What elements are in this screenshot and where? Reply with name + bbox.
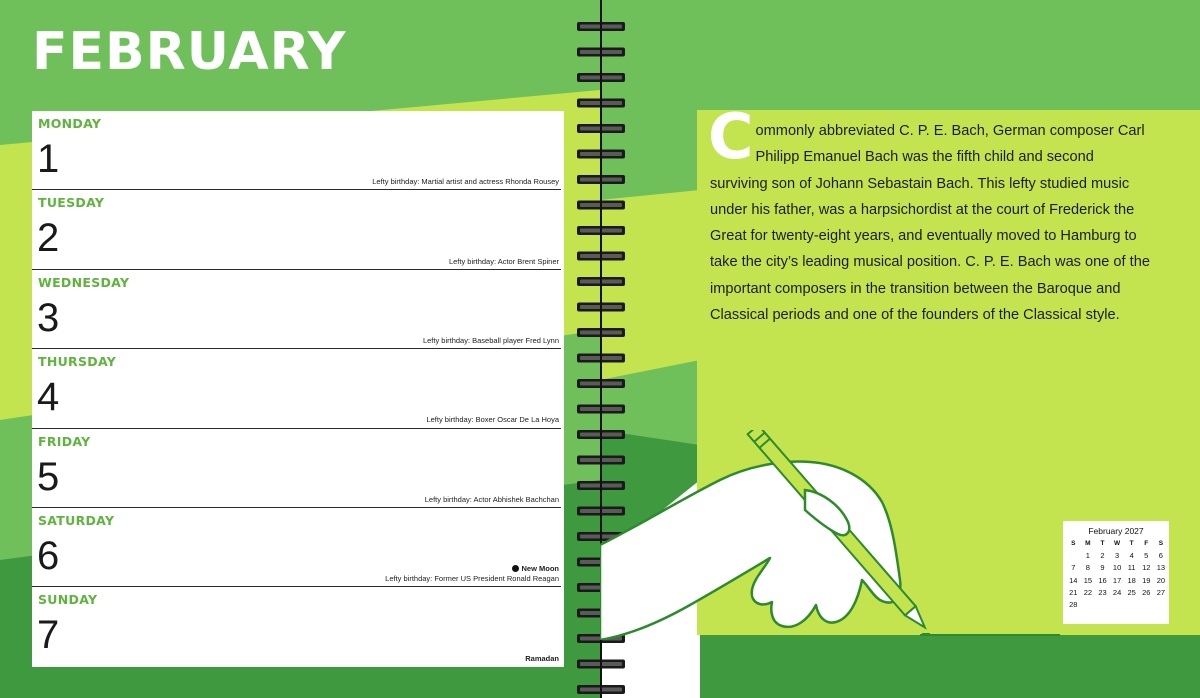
mini-calendar-weekday: T: [1100, 540, 1105, 547]
mini-calendar-date[interactable]: 19: [1142, 575, 1151, 585]
mini-calendar-date[interactable]: 24: [1112, 587, 1122, 597]
day-name: FRIDAY: [38, 433, 91, 449]
day-number: 2: [37, 216, 60, 261]
day-number: 7: [37, 613, 60, 658]
holiday-label: Ramadan: [525, 653, 559, 663]
day-notes: [426, 415, 559, 425]
mini-calendar-date[interactable]: 7: [1071, 563, 1076, 573]
essay-dropcap: C: [708, 100, 754, 173]
mini-calendar-date[interactable]: 27: [1156, 587, 1166, 597]
mini-calendar-date[interactable]: 21: [1069, 587, 1078, 597]
mini-calendar-date[interactable]: 14: [1069, 575, 1078, 585]
day-note: Lefty birthday: Baseball player Fred Lynn: [422, 336, 559, 346]
mini-calendar-date[interactable]: 16: [1098, 575, 1107, 585]
mini-calendar-weekday: M: [1085, 540, 1091, 547]
month-title: FEBRUARY: [32, 22, 347, 82]
day-number: 1: [37, 137, 60, 181]
lefty-essay: [708, 100, 1150, 328]
day-number: 3: [37, 295, 60, 340]
day-note: Lefty birthday: Actor Abhishek Bachchan: [424, 494, 559, 504]
mini-calendar-date[interactable]: 11: [1127, 563, 1136, 573]
day-name: SUNDAY: [38, 592, 98, 608]
day-name: SATURDAY: [38, 513, 115, 528]
mini-calendar-date[interactable]: 2: [1100, 551, 1105, 561]
day-name: WEDNESDAY: [38, 274, 130, 290]
day-number: 6: [37, 534, 60, 578]
mini-calendar-weekday: T: [1129, 540, 1134, 547]
mini-calendar: [1063, 521, 1169, 624]
mini-calendar-date[interactable]: 3: [1114, 551, 1120, 561]
day-row-sunday[interactable]: [32, 587, 564, 666]
mini-calendar-date[interactable]: 13: [1156, 563, 1166, 573]
mini-calendar-date[interactable]: 23: [1098, 587, 1107, 597]
day-notes: [372, 177, 559, 187]
mini-calendar-weekday: S: [1158, 540, 1164, 547]
day-notes: [425, 495, 559, 505]
mini-calendar-weekday: W: [1114, 540, 1121, 547]
day-notes: [525, 654, 559, 664]
day-name: TUESDAY: [38, 195, 105, 211]
day-row-saturday[interactable]: [32, 508, 564, 587]
mini-calendar-weekday: S: [1071, 540, 1076, 547]
mini-calendar-date[interactable]: 6: [1158, 551, 1163, 561]
mini-calendar-date[interactable]: 1: [1085, 551, 1090, 561]
essay-text: ommonly abbreviated C. P. E. Bach, German composer Carl Philipp Emanuel Bach was the fifth child and second surviving son of Johann Sebastain Bach. This lefty studied music under his father, was a harpsichordist at the court of Frederick the Great for twenty-eight years, and eventually moved to Hamburg to take the city’s leading musical position. C. P. E. Bach was one of the important composers in the transition between the Baroque and Classical periods and one of the founders of the Classical style.: [710, 123, 1150, 324]
mini-calendar-title: February 2027: [1088, 526, 1144, 536]
day-note: Lefty birthday: Actor Brent Spiner: [448, 256, 559, 266]
mini-calendar-date[interactable]: 5: [1144, 551, 1149, 561]
mini-calendar-date[interactable]: 22: [1083, 587, 1093, 597]
moon-phase: [385, 564, 559, 574]
mini-calendar-grid: [1066, 538, 1169, 610]
mini-calendar-date: [1154, 599, 1169, 610]
mini-calendar-date[interactable]: 15: [1083, 575, 1093, 585]
hand-holding-pencil-icon: [600, 430, 930, 640]
day-row-wednesday[interactable]: [32, 270, 564, 349]
mini-calendar-date[interactable]: 4: [1129, 551, 1134, 561]
day-notes: [385, 564, 559, 584]
day-note: Lefty birthday: Martial artist and actress Rhonda Rousey: [372, 177, 559, 187]
new-moon-icon: [512, 565, 519, 572]
moon-phase-label: New Moon: [521, 564, 559, 574]
mini-calendar-date[interactable]: 9: [1100, 563, 1105, 573]
writing-line: [920, 633, 1060, 637]
day-row-thursday[interactable]: [32, 349, 564, 428]
day-row-friday[interactable]: [32, 429, 564, 508]
mini-calendar-date: [1095, 599, 1110, 610]
day-note: Lefty birthday: Former US President Ronald Reagan: [385, 574, 559, 584]
mini-calendar-date: [1110, 599, 1125, 610]
mini-calendar-date[interactable]: 20: [1156, 575, 1166, 585]
mini-calendar-date[interactable]: 17: [1112, 575, 1122, 585]
mini-calendar-date[interactable]: 12: [1142, 563, 1151, 573]
mini-calendar-date: [1124, 599, 1139, 610]
mini-calendar-date: [1139, 599, 1154, 610]
mini-calendar-date: [1081, 599, 1096, 610]
day-notes: [449, 257, 559, 267]
day-row-monday[interactable]: [32, 111, 564, 190]
mini-calendar-date[interactable]: 8: [1085, 563, 1090, 573]
day-notes: [423, 336, 559, 346]
day-row-tuesday[interactable]: [32, 190, 564, 269]
day-note: Lefty birthday: Boxer Oscar De La Hoya: [426, 415, 559, 425]
mini-calendar-weekday: F: [1144, 540, 1149, 547]
day-number: 4: [37, 375, 60, 420]
mini-calendar-date[interactable]: 25: [1127, 587, 1136, 597]
day-name: THURSDAY: [38, 354, 117, 370]
mini-calendar-date[interactable]: 26: [1142, 587, 1151, 597]
mini-calendar-date[interactable]: 18: [1127, 575, 1136, 585]
mini-calendar-date[interactable]: 28: [1069, 600, 1078, 610]
mini-calendar-date[interactable]: 10: [1112, 563, 1122, 573]
day-number: 5: [37, 454, 60, 499]
mini-calendar-date: [1066, 550, 1081, 561]
day-name: MONDAY: [38, 116, 102, 131]
week-day-list: [32, 111, 564, 667]
